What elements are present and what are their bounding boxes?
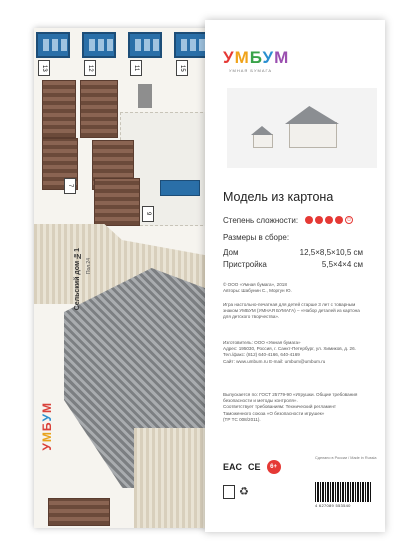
wall-part <box>134 428 210 528</box>
part-number-tag: 12 <box>84 60 96 76</box>
window-part <box>174 32 208 58</box>
ce-mark: CE <box>248 462 261 472</box>
difficulty-rating <box>305 216 353 224</box>
part-number-tag: 15 <box>176 60 188 76</box>
part-number-tag: 7 <box>64 178 76 194</box>
manufacturer-text: Изготовитель: ООО «Умная бумага» Адрес: 195030, Россия, г. Санкт-Петербург, ул. Химиков, д. 26. Тел./факс: (812) 640-4166, 640-4169 Сайт: www.umbum.ru E-mail: umbum@umbum.ru <box>223 340 356 364</box>
size-row: Пристройка 5,5×4×4 см <box>223 260 363 269</box>
spine-title: Сельский дом №1 <box>74 248 81 311</box>
eac-mark: EAC <box>223 462 243 472</box>
rating-dot-filled <box>305 216 313 224</box>
product-card <box>205 20 385 532</box>
size-row: Дом 12,5×8,5×10,5 см <box>223 248 363 257</box>
sizes-header: Размеры в сборе: <box>223 233 290 242</box>
brick-foundation-part <box>48 498 110 526</box>
window-part <box>82 32 116 58</box>
brick-wall-part <box>80 80 118 138</box>
difficulty-label: Степень сложности: <box>223 216 299 225</box>
rating-dot-filled <box>315 216 323 224</box>
made-in-label: Сделано в России / Made in Russia <box>315 456 377 460</box>
window-part <box>128 32 162 58</box>
age-badge: 6+ <box>267 460 281 474</box>
spine-subtitle: Пол.24 <box>86 258 92 275</box>
barcode-number: 4 627089 553540 <box>315 503 351 508</box>
model-photo <box>227 88 377 168</box>
certification-marks <box>223 460 281 474</box>
description-text: Игра настольно-печатная для детей старше 3 лет с товарным знаком УМБУМ (УМНАЯ БУМАГА) – «Набор деталей из картона для детского творчества». <box>223 302 360 320</box>
copyright-text: © ООО «Умная бумага», 2018 Авторы: Шабунин С., Моргун Ю. <box>223 282 292 294</box>
recycle-icon: ♻ <box>239 486 249 498</box>
part-number-tag: 13 <box>38 60 50 76</box>
rating-dot-filled <box>335 216 343 224</box>
standards-text: Выпускается по: ГОСТ 25779-90 «Игрушки. Общие требования безопасности и методы контроля». Соответствует требованиям: Технический регламент Таможенного союза «О безопасности игрушек» (ТР ТС 008/2011). <box>223 392 358 422</box>
window-part <box>36 32 70 58</box>
parts-sheet <box>34 28 210 528</box>
rating-smile-icon: ☺ <box>346 217 353 223</box>
chimney-part <box>138 84 152 108</box>
brand-logo-vertical: УМБУМ <box>40 402 54 451</box>
brand-logo: УМБУМ <box>223 48 290 67</box>
part-number-tag: 9 <box>142 206 154 222</box>
brick-wall-part <box>42 80 76 138</box>
rating-dot-filled <box>325 216 333 224</box>
part-number-tag: 11 <box>130 60 142 76</box>
window-part <box>160 180 200 196</box>
trash-bin-icon <box>223 485 235 499</box>
product-title: Модель из картона <box>223 190 334 204</box>
brand-tagline: УМНАЯ БУМАГА <box>229 68 273 73</box>
brick-wall-part <box>94 178 140 226</box>
barcode <box>315 482 371 502</box>
